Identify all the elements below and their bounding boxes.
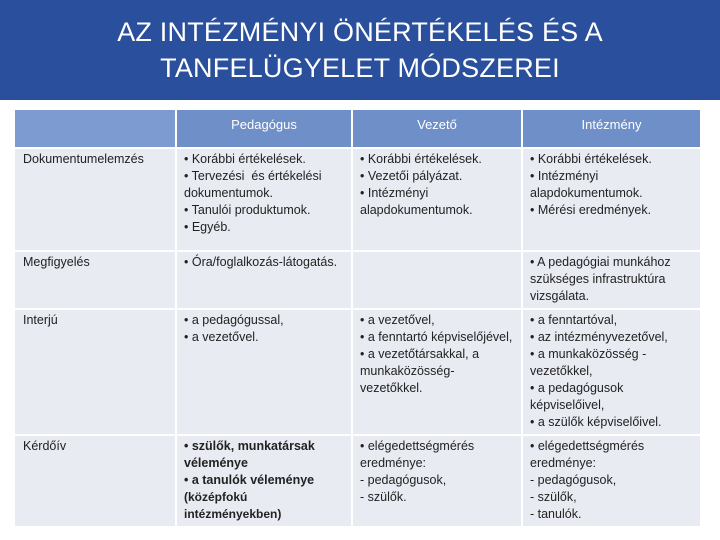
- header-vezeto: Vezető: [352, 109, 522, 148]
- cell-line: • a munkaközösség - vezetőkkel,: [530, 347, 650, 378]
- cell-line: - szülők,: [530, 490, 577, 504]
- cell-line: • Intézményi alapdokumentumok.: [360, 186, 473, 217]
- cell-line: - szülők.: [360, 490, 407, 504]
- cell-line: - pedagógusok,: [360, 473, 447, 487]
- cell-line: • a szülők képviselőivel.: [530, 415, 662, 429]
- methods-table: [13, 108, 702, 528]
- row-label-interju: Interjú: [14, 309, 176, 435]
- table-row: [14, 435, 701, 527]
- cell-line: • elégedettségmérés eredménye:: [530, 439, 648, 470]
- cell-intezmeny: [522, 251, 701, 309]
- cell-intezmeny: [522, 148, 701, 251]
- cell-line: • a vezetőtársakkal, a munkaközösség-vezetőkkel.: [360, 347, 483, 395]
- cell-line: • a tanulók véleménye: [184, 473, 315, 487]
- cell-line: • Korábbi értékelések.: [184, 152, 306, 166]
- cell-line: - pedagógusok,: [530, 473, 617, 487]
- row-label-dokumentumelemzes: Dokumentumelemzés: [14, 148, 176, 251]
- cell-line: • Korábbi értékelések.: [360, 152, 482, 166]
- header-intezmeny: Intézmény: [522, 109, 701, 148]
- table-row: [14, 309, 701, 435]
- cell-line: • Tanulói produktumok.: [184, 203, 311, 217]
- cell-line: • Mérési eredmények.: [530, 203, 652, 217]
- cell-line: - tanulók.: [530, 507, 582, 521]
- cell-line: (középfokú intézményekben): [184, 490, 282, 521]
- cell-vezeto-empty: [352, 251, 522, 309]
- table-row: [14, 148, 701, 251]
- cell-pedagogus: [176, 251, 352, 309]
- cell-pedagogus: [176, 309, 352, 435]
- cell-vezeto: [352, 148, 522, 251]
- cell-line: • a vezetővel.: [184, 330, 259, 344]
- row-label-megfigyeles: Megfigyelés: [14, 251, 176, 309]
- cell-line: • az intézményvezetővel,: [530, 330, 668, 344]
- row-label-kerdoiv: Kérdőív: [14, 435, 176, 527]
- cell-line: • a pedagógusok képviselőivel,: [530, 381, 627, 412]
- header-pedagogus: Pedagógus: [176, 109, 352, 148]
- cell-line: • elégedettségmérés eredménye:: [360, 439, 478, 470]
- title-banner: [0, 0, 720, 100]
- cell-line: • szülők, munkatársak véleménye: [184, 439, 319, 470]
- cell-vezeto: [352, 309, 522, 435]
- cell-line: • Vezetői pályázat.: [360, 169, 463, 183]
- cell-line: • a vezetővel,: [360, 313, 435, 327]
- cell-line: • a fenntartóval,: [530, 313, 618, 327]
- cell-line: • A pedagógiai munkához szükséges infrastruktúra vizsgálata.: [530, 255, 675, 303]
- table-header-row: [14, 109, 701, 148]
- cell-line: • a fenntartó képviselőjével,: [360, 330, 513, 344]
- cell-line: • Korábbi értékelések.: [530, 152, 652, 166]
- cell-line: • Egyéb.: [184, 220, 231, 234]
- cell-line: • Óra/foglalkozás-látogatás.: [184, 255, 338, 269]
- header-corner-cell: [14, 109, 176, 148]
- cell-vezeto: [352, 435, 522, 527]
- table-row: [14, 251, 701, 309]
- cell-intezmeny: [522, 309, 701, 435]
- cell-line: • Tervezési és értékelési dokumentumok.: [184, 169, 326, 200]
- cell-line: • a pedagógussal,: [184, 313, 284, 327]
- cell-intezmeny: [522, 435, 701, 527]
- cell-pedagogus: [176, 148, 352, 251]
- cell-line: • Intézményi alapdokumentumok.: [530, 169, 643, 200]
- page-title: AZ INTÉZMÉNYI ÖNÉRTÉKELÉS ÉS A TANFELÜGYELET MÓDSZEREI: [117, 17, 603, 83]
- cell-pedagogus: [176, 435, 352, 527]
